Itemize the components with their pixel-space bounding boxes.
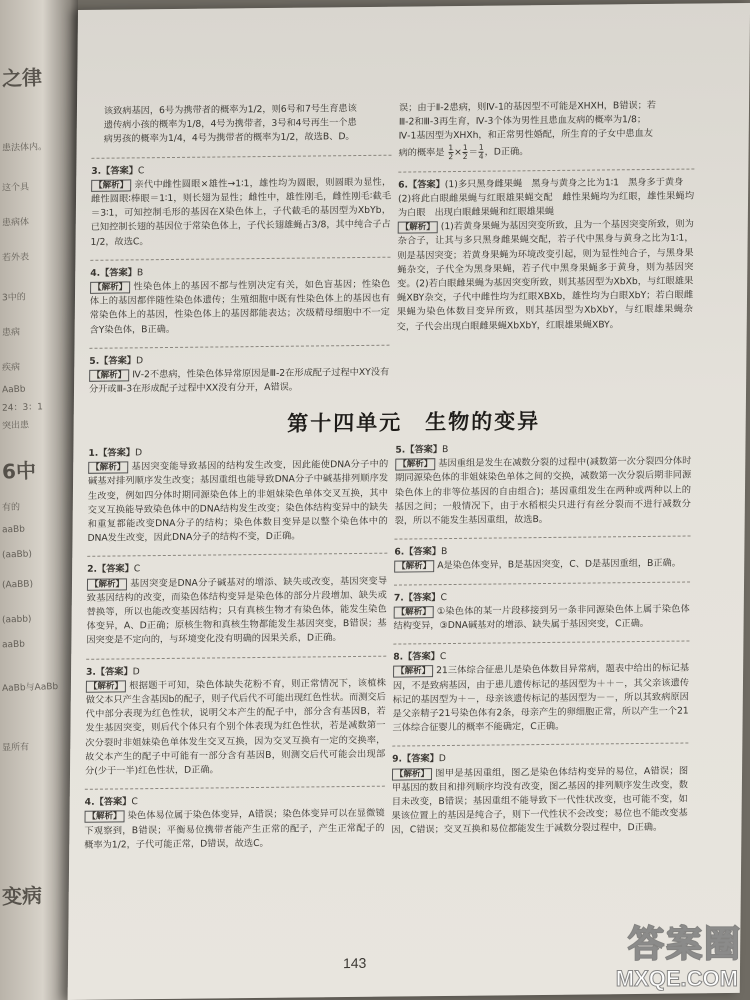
divider	[90, 257, 390, 261]
divider	[87, 553, 387, 557]
left-page-heading: 之律	[1, 65, 43, 91]
analysis-text: ①染色体的某一片段移接到另一条非同源染色体上属于染色体结构变异，③DNA碱基对的增添、缺失属于基因突变，C正确。	[393, 603, 690, 632]
analysis-tag: 【解析】	[84, 811, 124, 823]
left-page-bottom-heading: 变病	[1, 883, 43, 909]
fraction-denominator: 2	[462, 151, 468, 161]
fraction-numerator: 1	[462, 142, 468, 152]
analysis-tag: 【解析】	[90, 281, 130, 293]
divider	[86, 655, 386, 659]
answer-value: D	[135, 355, 144, 367]
analysis-text: 基因重组是发生在减数分裂的过程中(减数第一次分裂四分体时期同源染色体的非姐妹染色单体之间的交换，减数第一次分裂后期非同源染色体上的非等位基因的自由组合)；基因重组发生在两种或两种以上的基因之间；一般情况下，由于水稻根尖只进行有丝分裂而不进行减数分裂，所以不能发生基因重组，故选B。	[394, 455, 692, 527]
answer-item	[397, 175, 695, 334]
answer-value: D	[132, 665, 140, 677]
analysis-tag: 【解析】	[87, 578, 127, 590]
item-number: 5.	[395, 444, 406, 456]
divider	[392, 743, 688, 747]
analysis-text: 基因突变是DNA分子碱基对的增添、缺失或改变，基因突变导致基因结构的改变，而染色体结构变异是染色体的部分片段增加、缺失或替换等，所以也能改变基因结构；只有真核生物才有染色体，能发生染色体变异，A、D正确；原核生物和真核生物都能发生基因突变，B错误；基因突变是不定向的，与环境变化没有明确的因果关系，D正确。	[86, 575, 388, 647]
left-page-line: 24：3：1	[1, 402, 44, 414]
answer-tag: 【答案】	[101, 164, 139, 177]
left-page-line: (AaBB)	[1, 579, 34, 591]
answer-value: B	[136, 267, 144, 279]
analysis-tag: 【解析】	[398, 221, 438, 233]
text-line: Ⅳ-1基因型为XHXh，和正常男性婚配，所生育的子女中患血友	[398, 128, 654, 143]
answer-item	[89, 352, 389, 398]
left-page-line: 显所有	[1, 742, 30, 754]
analysis-tag: 【解析】	[395, 458, 435, 470]
analysis-tag: 【解析】	[394, 561, 434, 573]
answer-value: (1)多只黑身雌果蝇 黑身与黄身之比为1∶1 黑身多于黄身	[444, 176, 684, 190]
continued-text	[398, 99, 695, 162]
text-line: 病男孩的概率为1/4，4号为携带者的概率为1/2，故选B、D。	[103, 131, 355, 146]
left-page-line: AaBb	[1, 384, 26, 396]
left-page-line: (aabb)	[1, 614, 32, 626]
item-number: 4.	[84, 796, 95, 809]
item-number: 5.	[89, 355, 100, 367]
analysis-text: 基因突变能导致基因的结构发生改变，因此能使DNA分子中的碱基对排列顺序发生改变；基因重组也能导致DNA分子中碱基排列顺序发生改变，例如四分体时期同源染色体上的非姐妹染色单体交叉互换，其中交叉互换能导致染色体中的DNA结构发生改变；染色体结构变异中的缺失和重复都能改变DNA分子的结构；染色体数目变异是以整个染色体中的DNA发生改变，因此DNA分子的结构不变，D正确。	[87, 458, 389, 545]
left-page-line: aaBb	[1, 524, 26, 536]
answer-item	[86, 560, 387, 648]
text-line: 病的概率是	[398, 146, 445, 159]
fraction-numerator: 1	[448, 142, 454, 152]
item-number: 4.	[90, 267, 101, 279]
item-number: 9.	[392, 753, 403, 766]
answer-value: D	[438, 753, 446, 765]
page-number: 143	[342, 954, 367, 972]
fraction-denominator: 4	[478, 151, 484, 161]
analysis-text: (1)若黄身果蝇为基因突变所致，且为一个基因突变所致，则为杂合子，让其与多只黑身雌果蝇交配，若子代中黑身与黄身之比为1∶1，则是基因突变；若黄身果蝇为环境改变引起，则为显性纯合子，与黑身果蝇杂交，子代全为黑身果蝇，若子代中黑身果蝇多于黄身，则为基因突变。(2)若白眼雌果蝇为基因突变所致，则其基因型为XbXb，与红眼雄果蝇XBY杂交，子代中雌性均为红眼XBXb，雄性均为白眼XbY；若白眼雌果蝇为染色体数目变异所致，则其基因型为XbXbY，与红眼雄果蝇杂交，子代会出现白眼雌果蝇XbXbY，红眼雄果蝇XBY。	[396, 218, 694, 333]
watermark-url: MXQE.COM	[615, 966, 738, 991]
answer-column-left-bottom	[84, 444, 388, 863]
left-page-line: 患病体	[1, 217, 30, 229]
text-line: 该致病基因，6号为携带者的概率为1/2，则6号和7号生育患该	[103, 103, 357, 117]
left-page-line: aaBb	[1, 639, 26, 651]
analysis-text: A是染色体变异，B是基因突变，C、D是基因重组，B正确。	[437, 558, 682, 572]
fraction-denominator: 2	[448, 151, 454, 161]
divider	[91, 154, 391, 158]
answer-column-right-bottom	[391, 441, 691, 849]
left-page-line: (aaBb)	[1, 549, 33, 561]
analysis-tag: 【解析】	[91, 179, 131, 191]
adjacent-page-edge	[0, 0, 78, 1000]
fraction-numerator: 1	[478, 142, 484, 152]
analysis-tag: 【解析】	[393, 666, 433, 678]
left-page-line: AaBb与AaBb	[1, 682, 59, 694]
left-page-line: 疾病	[1, 362, 21, 374]
answer-item	[394, 543, 690, 575]
answer-tag: 【答案】	[404, 546, 442, 558]
left-page-line: 这个具	[1, 182, 30, 194]
answer-tag: 【答案】	[403, 591, 441, 604]
answer-tag: 【答案】	[408, 178, 445, 191]
answer-tag: 【答案】	[405, 444, 443, 456]
left-page-line: 3中的	[1, 292, 26, 304]
analysis-text: 亲代中雌性圆眼×雄性→1∶1，雄性均为圆眼，则圆眼为显性，雌性圆眼∶棒眼＝1∶1，则长翅为显性；雌性中，雄性刚毛，雌性刚毛∶截毛＝3∶1，可知控制毛形的基因在X染色体上，子代截毛的基因型为XbYb，已知控制长翅的基因位于常染色体上，子代长翅雄蝇占3/8，其中纯合子占1/2，故选C。	[90, 176, 392, 248]
answer-item	[90, 161, 391, 249]
answer-column-right-top	[397, 99, 696, 345]
analysis-text: Ⅳ-2不患病，性染色体异常原因是Ⅲ-2在形成配子过程中XY没有分开或Ⅲ-3在形成配子过程中XX没有分开，A错误。	[88, 366, 390, 396]
answer-tag: 【答案】	[96, 563, 134, 576]
item-number: 6.	[398, 179, 409, 191]
answer-tag: 【答案】	[94, 796, 132, 808]
text-line: 遗传病小孩的概率为1/8，4号为携带者，3号和4号再生一个患	[103, 117, 357, 131]
analysis-text: 根据题干可知，染色体缺失花粉不育，则正常情况下，该植株做父本只产生含基因b的配子，则子代后代不可能出现红色性状。而测交后代中部分表现为红色性状，说明父本产生的配子中，部分含有基因B，若发生基因突变，则后代个体只有个别个体表现为红色性状，若是减数第一次分裂时非姐妹染色单体发生交叉互换，因为交叉互换有一定的交换率，故父本产生的配子中可能有一部分含有基因B，则测交后代可能会出现部分(少于一半)红色性状，D正确。	[84, 677, 387, 777]
analysis-text: 性染色体上的基因不都与性别决定有关，如色盲基因；性染色体上的基因都伴随性染色体遗传；生殖细胞中既有性染色体上的基因也有常染色体上的基因，性染色体上的基因都能表达；次级精母细胞中不一定含Y染色体，B正确。	[89, 278, 391, 336]
answer-value: C	[137, 164, 145, 176]
unit-title: 第十四单元 生物的变异	[287, 408, 541, 436]
answer-item	[391, 750, 688, 838]
divider	[89, 345, 389, 349]
text-line: Ⅲ-2和Ⅲ-3再生育，Ⅳ-3个体为男性且患血友病的概率为1/8；	[398, 114, 647, 128]
equals-sign: ＝	[468, 146, 478, 158]
answer-tag: 【答案】	[402, 753, 439, 765]
analysis-text: 图甲是基因重组，图乙是染色体结构变异的易位，A错误；图甲基因的数目和排列顺序均没有改变，图乙基因的排列顺序发生改变，数目未改变，B错误；基因重组不能导致下一代性状改变，也可能不变，如果该位置上的基因是纯合子，则下一代性状不会改变；易位也不能改变基因，C错误；交叉互换和易位都能发生于减数分裂过程中，D正确。	[391, 765, 689, 837]
item-number: 8.	[393, 651, 404, 663]
times-sign: ×	[454, 146, 462, 158]
answer-item	[393, 588, 689, 634]
answer-tag: 【答案】	[98, 447, 136, 459]
analysis-tag: 【解析】	[392, 768, 432, 780]
book-page	[68, 3, 750, 1000]
answer-tag: 【答案】	[99, 355, 137, 367]
left-page-line: 患病	[1, 327, 21, 339]
item-number: 2.	[87, 564, 98, 576]
answer-value: C	[131, 796, 138, 808]
continued-text	[92, 102, 392, 148]
divider	[394, 581, 690, 585]
answer-tag: 【答案】	[100, 267, 137, 279]
text-tail: ，D正确。	[484, 145, 529, 158]
left-page-line: 突出患	[1, 420, 30, 432]
analysis-tag: 【解析】	[86, 680, 126, 692]
item-number: 6.	[394, 546, 405, 558]
answer-value: C	[440, 591, 447, 603]
answer-value: B	[440, 546, 448, 558]
analysis-tag: 【解析】	[88, 462, 128, 474]
fraction	[463, 144, 468, 161]
answer-item	[87, 444, 388, 547]
answer-item	[392, 648, 689, 736]
watermark-text: 答案圈	[627, 924, 742, 965]
answer-item	[85, 662, 386, 779]
left-page-line: 若外表	[1, 252, 30, 264]
answer-item	[90, 264, 391, 338]
left-page-line: 患法体内。	[1, 142, 48, 154]
answer-tag: 【答案】	[95, 665, 133, 678]
answer-item	[84, 793, 385, 853]
answer-tag: 【答案】	[403, 651, 440, 663]
answer-value: D	[134, 447, 143, 459]
item-number: 3.	[91, 165, 102, 177]
answer-item	[395, 441, 692, 529]
analysis-text: 染色体易位属于染色体变异，A错误；染色体变异可以在显微镜下观察到，B错误；平衡易位携带者能产生正常的配子，产生正常配子的概率为1/2，子代可能正常，D错误，故选C。	[84, 808, 385, 851]
item-number: 7.	[393, 592, 404, 604]
left-page-line: 6中	[1, 458, 37, 484]
left-page-line: 有的	[1, 502, 21, 514]
answer-value: C	[439, 651, 447, 663]
divider	[85, 786, 385, 790]
item-number: 1.	[88, 447, 99, 459]
fraction	[448, 144, 453, 161]
divider	[393, 641, 689, 645]
answer-value-2: (2)将此白眼雌果蝇与红眼雄果蝇交配 雌性果蝇均为红眼，雄性果蝇均为白眼 出现白眼雌果蝇和红眼雄果蝇	[397, 190, 695, 219]
fraction	[479, 143, 484, 160]
analysis-tag: 【解析】	[89, 369, 129, 381]
answer-column-left-top	[89, 102, 392, 408]
divider	[394, 536, 690, 540]
divider	[398, 168, 694, 172]
answer-value: C	[133, 563, 141, 575]
answer-value: B	[441, 444, 449, 456]
analysis-text: 21三体综合征患儿是染色体数目异常病，题表中给出的标记基因，不是致病基因，由于患儿遗传标记的基因型为＋＋－，其父亲该遗传标记的基因型为＋－，母亲该遗传标记的基因型为－－，所以其致病原因是父亲精子21号染色体有2条，母亲产生的卵细胞正常，所以产生一个21三体综合征婴儿的概率不能确定，C正确。	[392, 662, 690, 734]
analysis-tag: 【解析】	[394, 606, 434, 618]
item-number: 3.	[86, 666, 97, 678]
watermark-logo	[582, 914, 742, 992]
text-line: 误；由于Ⅱ-2患病，则Ⅳ-1的基因型不可能是XHXH，B错误；若	[398, 99, 657, 114]
